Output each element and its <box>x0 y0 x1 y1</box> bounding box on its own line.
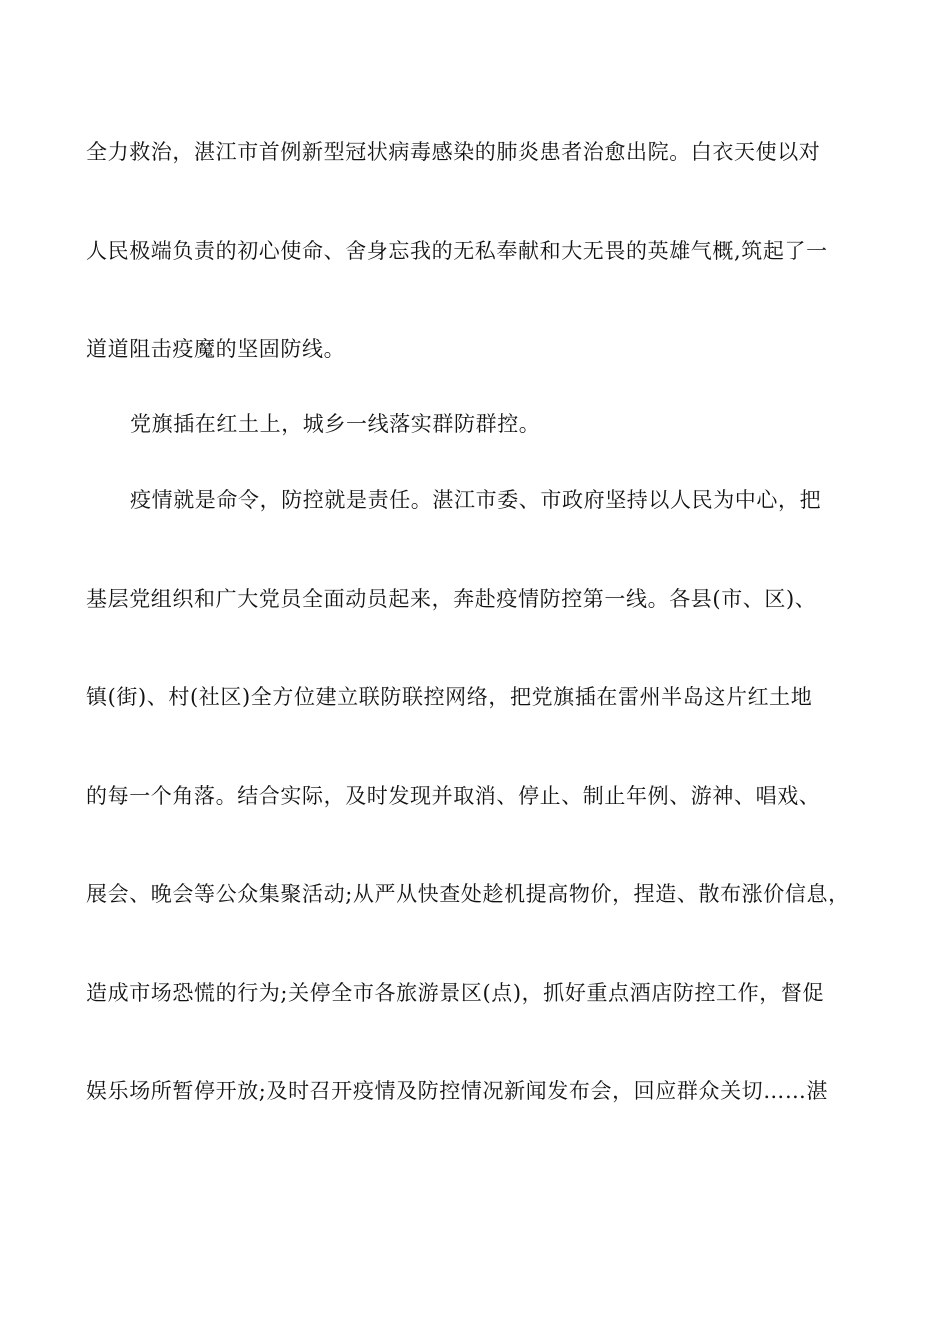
paragraph-line: 疫情就是命令，防控就是责任。湛江市委、市政府坚持以人民为中心，把 <box>130 488 822 512</box>
paragraph-line: 娱乐场所暂停开放;及时召开疫情及防控情况新闻发布会，回应群众关切……湛 <box>86 1079 829 1103</box>
paragraph-line: 全力救治，湛江市首例新型冠状病毒感染的肺炎患者治愈出院。白衣天使以对 <box>86 140 821 164</box>
paragraph-line: 党旗插在红土上，城乡一线落实群防群控。 <box>130 412 541 436</box>
paragraph-line: 造成市场恐慌的行为;关停全市各旅游景区(点)，抓好重点酒店防控工作，督促 <box>86 981 825 1005</box>
paragraph-line: 展会、晚会等公众集聚活动;从严从快查处趁机提高物价，捏造、散布涨价信息， <box>86 882 850 906</box>
paragraph-line: 的每一个角落。结合实际，及时发现并取消、停止、制止年例、游神、唱戏、 <box>86 784 821 808</box>
paragraph-line: 人民极端负责的初心使命、舍身忘我的无私奉献和大无畏的英雄气概,筑起了一 <box>86 239 828 263</box>
paragraph-line: 基层党组织和广大党员全面动员起来，奔赴疫情防控第一线。各县(市、区)、 <box>86 587 817 611</box>
paragraph-line: 镇(街)、村(社区)全方位建立联防联控网络，把党旗插在雷州半岛这片红土地 <box>86 685 813 709</box>
paragraph-line: 道道阻击疫魔的坚固防线。 <box>86 337 346 361</box>
